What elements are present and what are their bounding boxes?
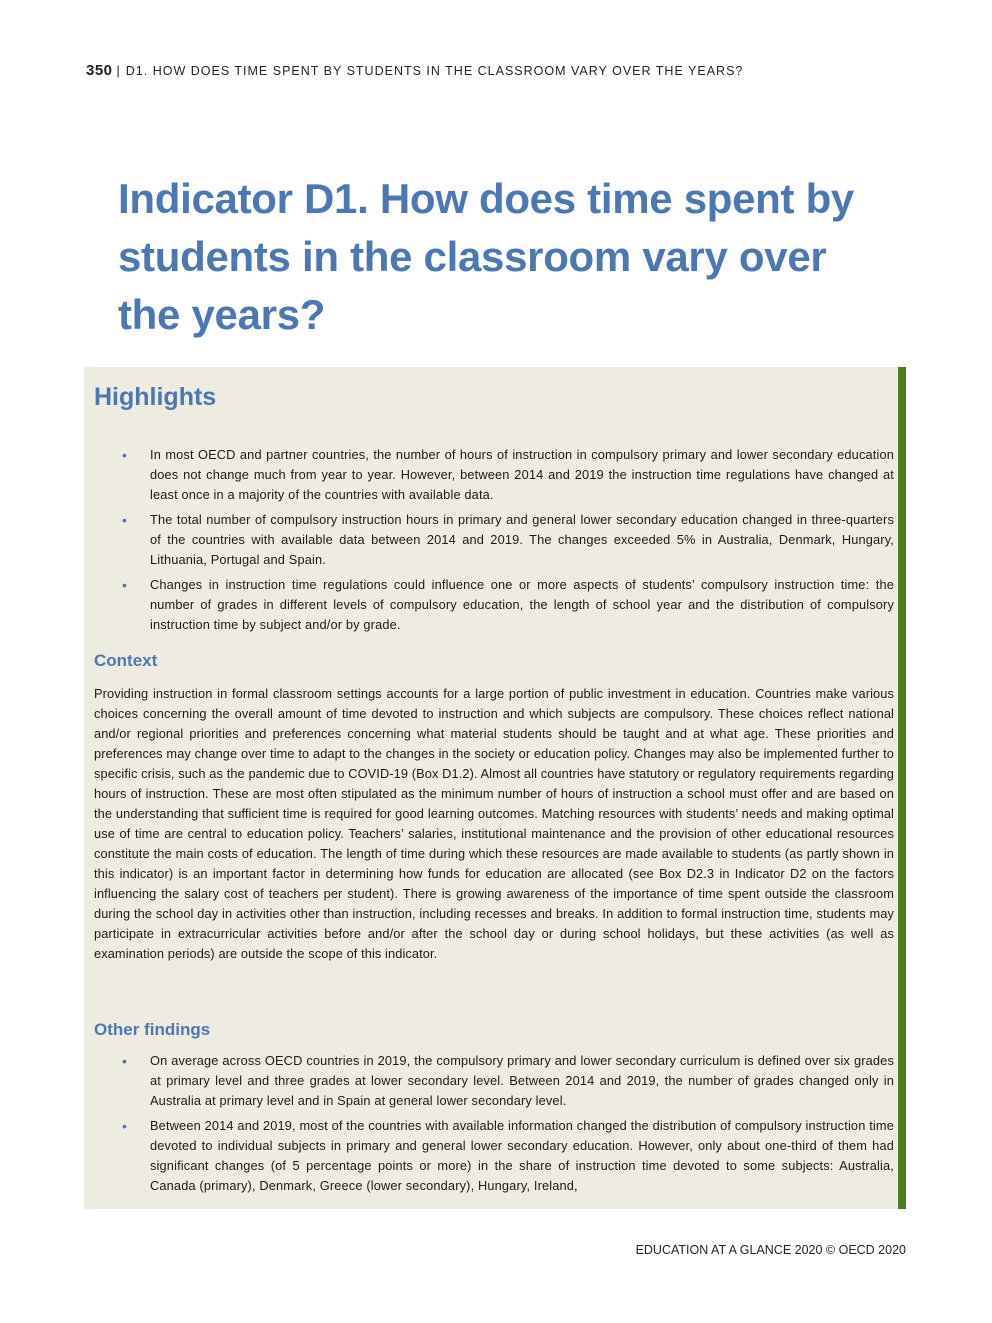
list-item-text: On average across OECD countries in 2019, the compulsory primary and lower secondary curriculum is defined over six grades at primary level and three grades at lower secondary level. Between 2014 and 2019, the number of grades changed only in Australia at primary level and in Spain at general lower secondary level. [150, 1053, 894, 1108]
list-item-text: Between 2014 and 2019, most of the countries with available information changed the distribution of compulsory instruction time devoted to individual subjects in primary and general lower secondary education. However, only about one-third of them had significant changes (of 5 percentage points or more) in the share of instruction time devoted to some subjects: Australia, Canada (primary), Denmark, Greece (lower secondary), Hungary, Ireland, [150, 1118, 894, 1193]
running-title: D1. HOW DOES TIME SPENT BY STUDENTS IN THE CLASSROOM VARY OVER THE YEARS? [125, 64, 744, 78]
list-item [122, 1116, 894, 1196]
page-title: Indicator D1. How does time spent by students in the classroom vary over the years? [118, 175, 854, 338]
bullet-icon: • [122, 577, 128, 593]
header-separator: | [116, 64, 121, 78]
context-paragraph: Providing instruction in formal classroom settings accounts for a large portion of public investment in education. Countries make various choices concerning the overall amount of time devoted to instruction and which subjects are compulsory. These choices reflect national and/or regional priorities and preferences concerning what material students should be taught and at what age. These priorities and preferences may change over time to adapt to the changes in the society or education policy. Changes may also be implemented further to specific crisis, such as the pandemic due to COVID-19 (Box D1.2). Almost all countries have statutory or regulatory requirements regarding hours of instruction. These are most often stipulated as the minimum number of hours of instruction a school must offer and are based on the understanding that sufficient time is required for good learning outcomes. Matching resources with students’ needs and making optimal use of time are central to education policy. Teachers’ salaries, institutional maintenance and the provision of other educational resources constitute the main costs of education. The length of time during which these resources are made available to students (as partly shown in this indicator) is an important factor in determining how funds for education are allocated (see Box D2.3 in Indicator D2 on the factors influencing the salary cost of teachers per student). There is growing awareness of the importance of time spent outside the classroom during the school day in activities other than instruction, including recesses and breaks. In addition to formal instruction time, students may participate in extracurricular activities before and/or after the school day or during school holidays, but these activities (as well as examination periods) are outside the scope of this indicator. [94, 686, 894, 961]
list-item [122, 510, 894, 570]
highlights-box [84, 367, 906, 1209]
list-item [122, 445, 894, 505]
highlights-list [122, 445, 894, 640]
bullet-icon: • [122, 447, 128, 463]
page-footer: EDUCATION AT A GLANCE 2020 © OECD 2020 [635, 1243, 906, 1257]
running-header [86, 62, 743, 79]
list-item [122, 1051, 894, 1111]
other-findings-heading: Other findings [94, 1020, 211, 1039]
page-number: 350 [86, 62, 113, 79]
highlights-heading: Highlights [94, 383, 217, 411]
bullet-icon: • [122, 1053, 128, 1069]
list-item-text: Changes in instruction time regulations could influence one or more aspects of students’ compulsory instruction time: the number of grades in different levels of compulsory education, the length of school year and the distribution of compulsory instruction time by subject and/or by grade. [150, 577, 894, 632]
list-item-text: In most OECD and partner countries, the number of hours of instruction in compulsory primary and lower secondary education does not change much from year to year. However, between 2014 and 2019 the instruction time regulations have changed at least once in a majority of the countries with available data. [150, 447, 894, 502]
list-item [122, 575, 894, 635]
bullet-icon: • [122, 512, 128, 528]
bullet-icon: • [122, 1118, 128, 1134]
other-findings-list [122, 1051, 894, 1201]
list-item-text: The total number of compulsory instruction hours in primary and general lower secondary education changed in three-quarters of the countries with available data between 2014 and 2019. The changes exceeded 5% in Australia, Denmark, Hungary, Lithuania, Portugal and Spain. [150, 512, 894, 567]
context-heading: Context [94, 651, 158, 670]
